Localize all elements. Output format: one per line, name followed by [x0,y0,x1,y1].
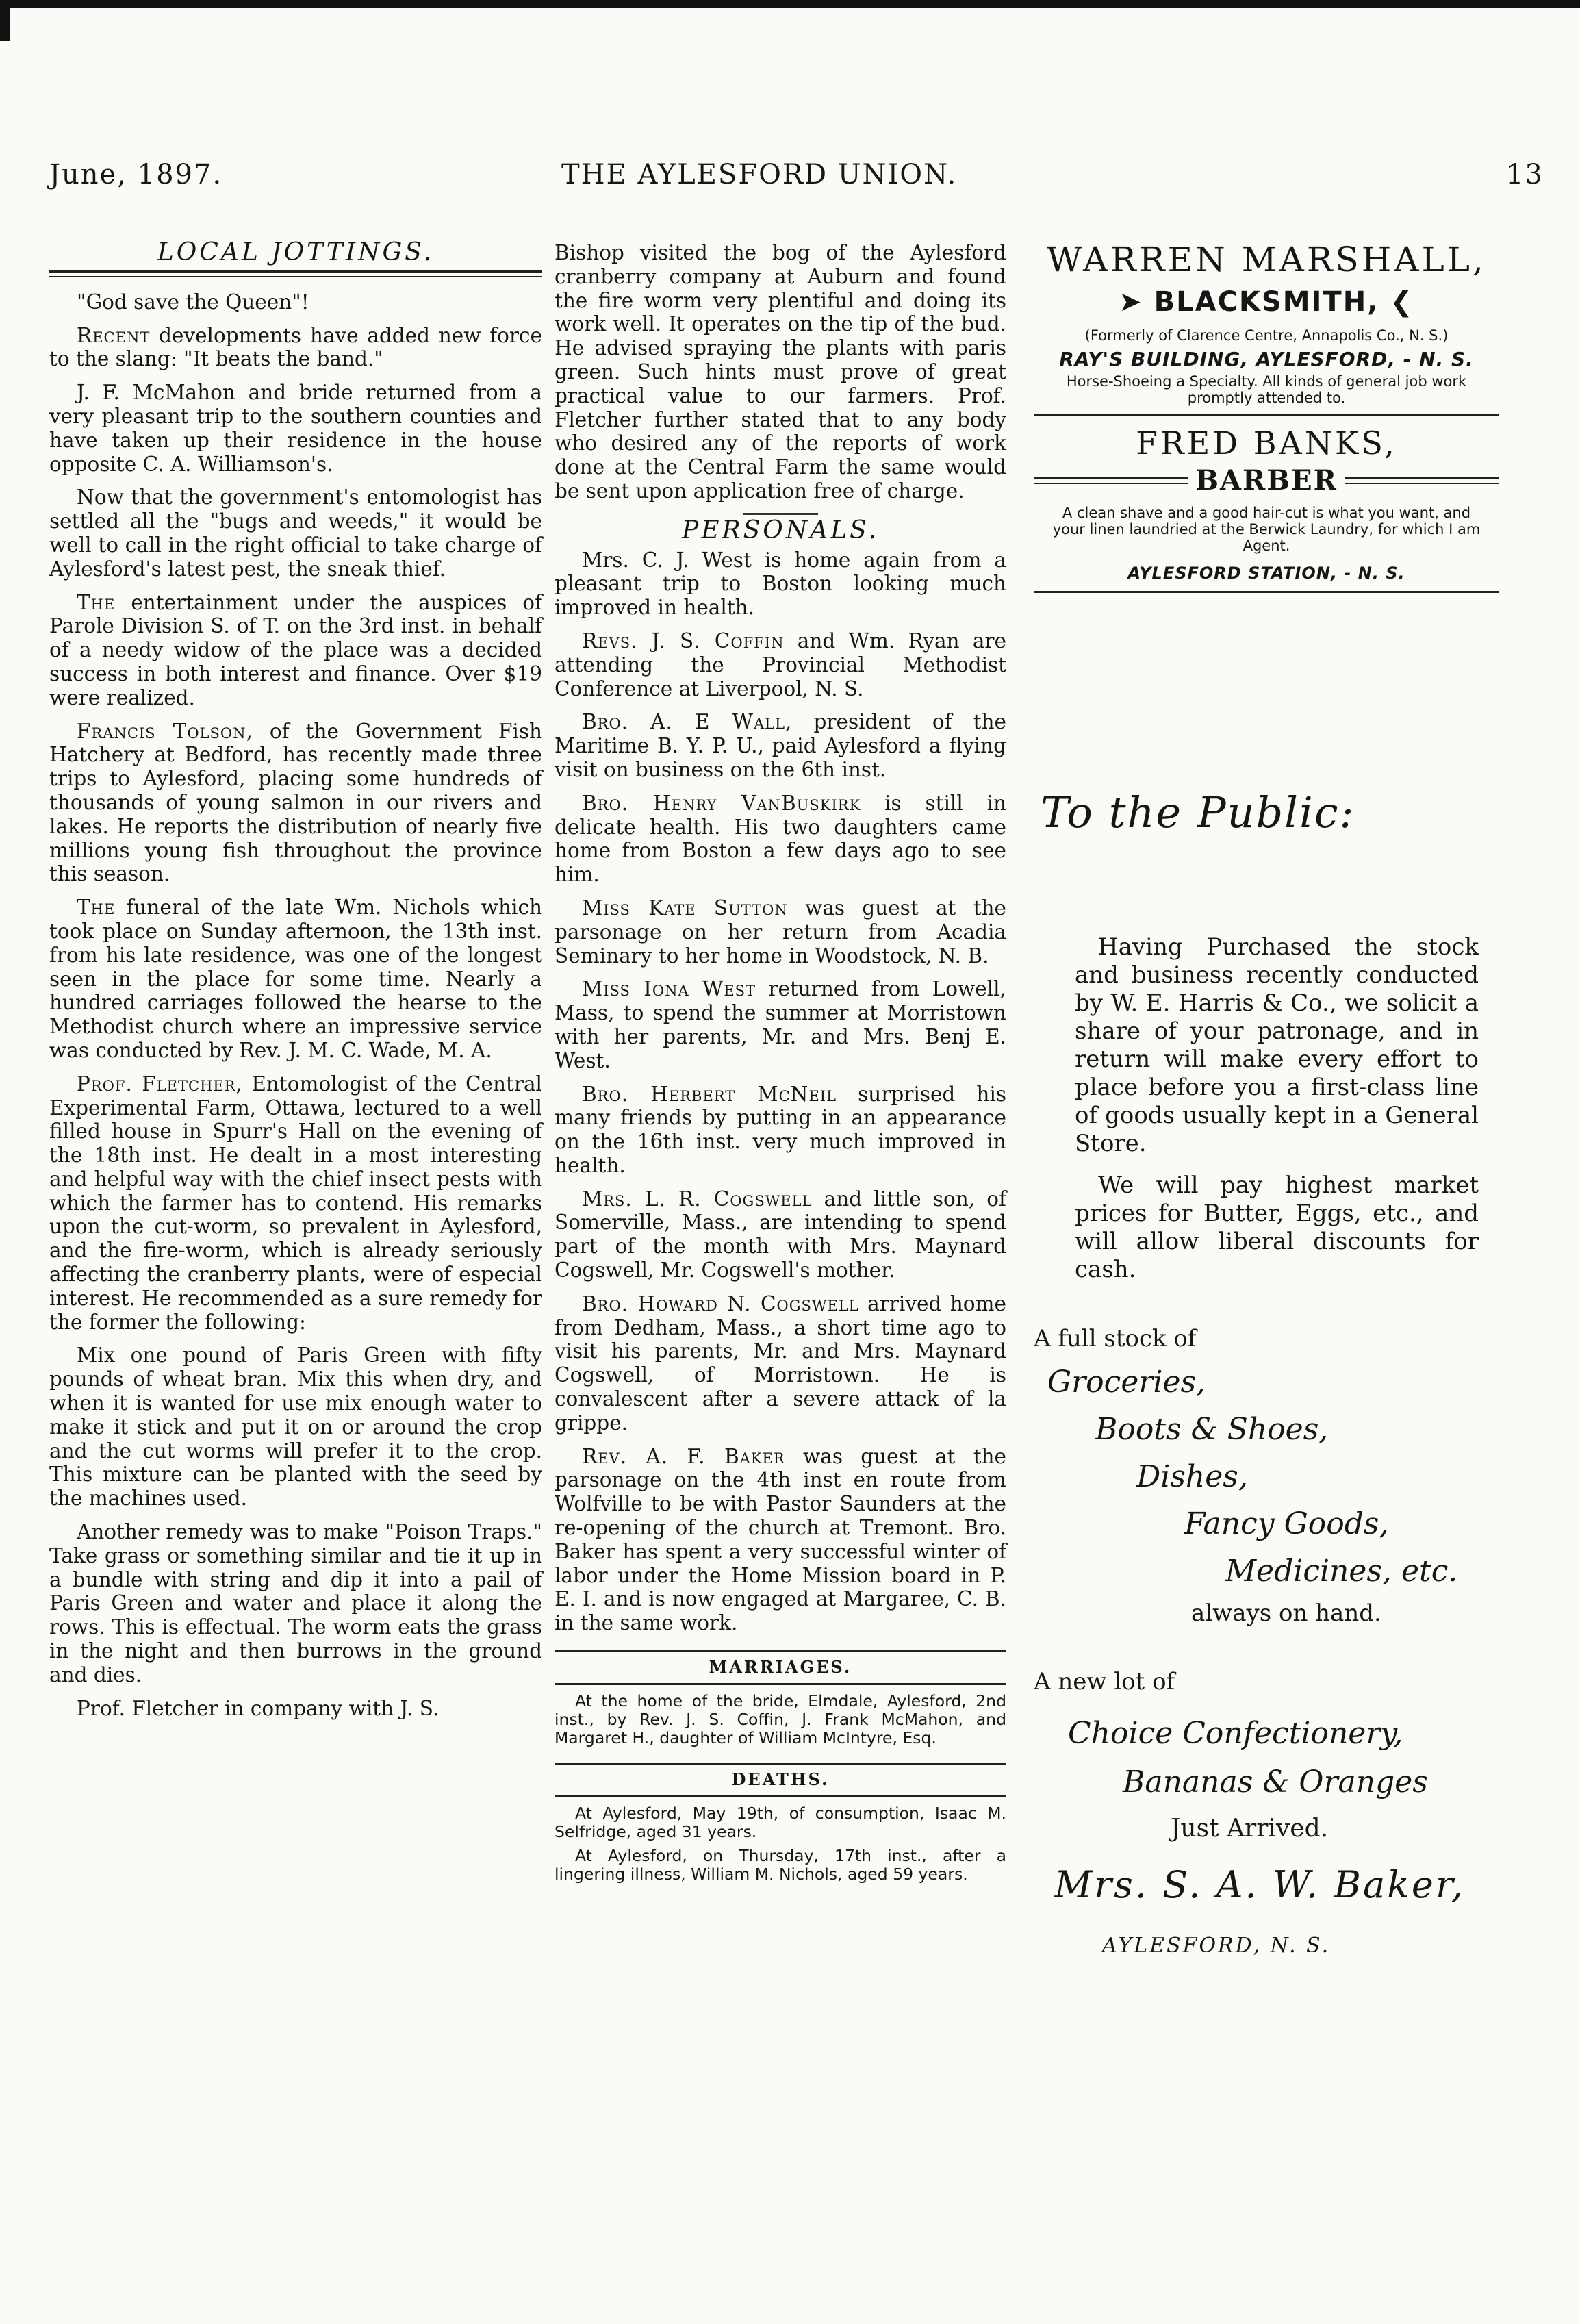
banks-note: A clean shave and a good hair-cut is what you want, and your linen laundried at the Berwick Laundry, for which I am Agent. [1052,505,1481,554]
jotting-item-text: "God save the Queen"! [77,290,309,314]
personal-item-text: and Wm. Ryan are attending the Provincial Methodist Conference at Liverpool, N. S. [555,629,1006,700]
newspaper-title: THE AYLESFORD UNION. [561,159,958,190]
column-local-jottings [49,238,542,1730]
personal-item-text: president of the Maritime B. Y. P. U., paid Aylesford a flying visit on business on the 6th inst. [555,710,1006,781]
personal-item [555,896,1006,968]
personal-item-text: surprised his many friends by putting in an appearance on the 16th inst. very much improved in health. [555,1082,1006,1177]
baker-body [1075,933,1479,1284]
ornament-right-icon: ❮ [1379,286,1414,318]
personal-item-text: and little son, of Somerville, Mass., are intending to spend part of the month with Mrs. Maynard Cogswell, Mr. Cogswell's mother. [555,1187,1006,1283]
banks-address: AYLESFORD STATION, - N. S. [1127,564,1405,583]
personal-item [555,1083,1006,1178]
barber-trade-line [1034,464,1499,496]
heading-rule [49,270,542,277]
baker-store-advertisement [1034,787,1499,1958]
local-jottings-heading: LOCAL JOTTINGS. [157,238,435,266]
personal-item-lead: Miss Iona West [582,977,756,1001]
local-jottings-list [49,290,542,1721]
death-notice: At Aylesford, on Thursday, 17th inst., after a lingering illness, William M. Nichols, aged 59 years. [555,1845,1006,1884]
jotting-item-text: Another remedy was to make "Poison Traps." Take grass or something similar and tie it up in a bundle with string and dip it into a pail of Paris Green and water and place it along the rows. This is effectual. The worm eats the grass in the night and then burrows in the ground and dies. [49,1520,542,1687]
stock-item: Groceries, [1047,1365,1206,1400]
jotting-item [49,591,542,710]
personal-item-lead: Miss Kate Sutton [582,896,788,920]
personal-item-lead: Mrs. L. R. Cogswell [582,1187,813,1211]
jotting-item-lead: Recent [77,323,151,347]
deaths-list [555,1804,1006,1884]
jotting-item-text: Now that the government's entomologist has settled all the "bugs and weeds," it would be well to call in the right official to take charge of Aylesford's latest pest, the sneak thief. [49,485,542,581]
jotting-item-text: J. F. McMahon and bride returned from a very pleasant trip to the southern counties and have taken up their residence in the house opposite C. A. Williamson's. [49,381,542,476]
personal-item-lead: Rev. A. F. Baker [582,1444,785,1468]
personal-item-text: was guest at the parsonage on the 4th inst en route from Wolfville to be with Pastor Saunders at the re-opening of the church at Tremont. Bro. Baker has spent a very successful winter of labor under the Home Mission board in P. E. I. and is now engaged at Margaree, C. B. in the same work. [555,1444,1006,1635]
banks-name: FRED BANKS, [1136,425,1397,462]
jotting-item-lead: The [77,590,116,614]
personal-item [555,977,1006,1072]
article-paragraph-text: Bishop visited the bog of the Aylesford cranberry company at Auburn and found the fire worm very plentiful and doing its work well. It operates on the tip of the bud. He advised spraying the plants with paris green. Such hints must prove of great practical value to our farmers. Prof. Fletcher further stated that to any body who desired any of the reports of work done at the Central Farm the same would be sent upon application free of charge. [555,241,1006,503]
jotting-item-lead: Francis Tolson, [77,719,253,743]
marriages-list [555,1692,1006,1747]
baker-place: AYLESFORD, N. S. [1102,1934,1331,1958]
jotting-item-lead: The [77,896,116,920]
marshall-name: WARREN MARSHALL, [1047,240,1486,279]
jotting-item-text: of the Government Fish Hatchery at Bedford, has recently made three trips to Aylesford, placing some hundreds of thousands of young salmon in our rivers and lakes. He reports the distribution of nearly five millions young fish throughout the province this season. [49,719,542,886]
jotting-item [49,896,542,1063]
jotting-item-text: Entomologist of the Central Experimental Farm, Ottawa, lectured to a well filled house in Spurr's Hall on the evening of the 18th inst. He dealt in a most interesting and helpful way with the chief insect pests with which the farmer has to contend. His remarks upon the cut-worm, so prevalent in Aylesford, and the fire-worm, which is already seriously affecting the cranberry plants, were of especial interest. He recommended as a sure remedy for the former the following: [49,1072,542,1334]
stock-item: Fancy Goods, [1184,1506,1389,1541]
personal-item [555,1292,1006,1435]
deaths-heading: DEATHS. [555,1763,1006,1797]
jotting-item-text: funeral of the late Wm. Nichols which took place on Sunday afternoon, the 13th inst. from his late residence, was one of the longest seen in the place for some time. Nearly a hundred carriages followed the hearse to the Methodist church where an impressive service was conducted by Rev. J. M. C. Wade, M. A. [49,896,542,1062]
marriages-heading: MARRIAGES. [555,1650,1006,1685]
bananas-oranges: Bananas & Oranges [1123,1765,1428,1799]
ornament-left-icon: ➤ [1119,286,1154,318]
jotting-item [49,1072,542,1335]
just-arrived: Just Arrived. [1171,1815,1329,1843]
personal-item-text: arrived home from Dedham, Mass., a short time ago to visit his parents, Mr. and Mrs. Maynard Cogswell, of Morristown. He is convalescent after a severe attack of la grippe. [555,1291,1006,1435]
personal-item [555,629,1006,700]
death-notice: At Aylesford, May 19th, of consumption, Isaac M. Selfridge, aged 31 years. [555,1803,1006,1841]
baker-paragraph-1: Having Purchased the stock and business recently conducted by W. E. Harris & Co., we solicit a share of your patronage, and in return will make every effort to place before you a first-class line of goods usually kept in a General Store. [1075,933,1479,1157]
jotting-item [49,290,542,314]
personal-item-text: is still in delicate health. His two daughters came home from Boston a few days ago to see him. [555,791,1007,887]
personal-item [555,792,1006,887]
jotting-item [49,1697,542,1721]
personal-item [555,710,1006,781]
always-on-hand: always on hand. [1191,1600,1381,1627]
column-personals [555,241,1006,1889]
to-the-public-heading: To the Public: [1041,787,1355,837]
barber-label: BARBER [1195,464,1338,496]
ad-divider-2 [1034,591,1499,593]
marshall-formerly: (Formerly of Clarence Centre, Annapolis Co., N. S.) [1084,327,1449,344]
issue-date: June, 1897. [49,159,223,190]
personal-item-lead: Bro. Henry VanBuskirk [582,791,861,815]
jotting-item-text: developments have added new force to the slang: "It beats the band." [49,323,542,371]
personals-list [555,548,1006,1635]
personal-item-text: returned from Lowell, Mass, to spend the summer at Morristown with her parents, Mr. and Mrs. Benj E. West. [555,977,1006,1072]
blacksmith-trade [1034,286,1499,318]
jotting-item-text: Prof. Fletcher in company with J. S. [77,1696,439,1720]
left-border [0,0,10,41]
jotting-item [49,324,542,372]
jotting-item [49,1343,542,1511]
stock-item: Medicines, etc. [1225,1554,1458,1589]
personal-item-lead: Revs. J. S. Coffin [582,629,785,653]
blacksmith-label: BLACKSMITH, [1154,286,1379,318]
personal-item-lead: Bro. Herbert McNeil [582,1082,837,1106]
baker-paragraph-2: We will pay highest market prices for Butter, Eggs, etc., and will allow liberal discounts for cash. [1075,1172,1479,1283]
personal-item [555,1445,1006,1635]
ad-divider [1034,414,1499,416]
jotting-item [49,720,542,887]
page-number: 13 [1506,159,1544,190]
barber-rule-right [1345,477,1499,484]
section-divider [743,513,818,515]
jotting-item-text: entertainment under the auspices of Parole Division S. of T. on the 3rd inst. in behalf of a needy widow of the place was a decided success in both interest and finance. Over $19 were realized. [49,590,542,709]
new-lot: A new lot of [1034,1668,1175,1695]
jotting-item [49,485,542,581]
personal-item [555,548,1006,620]
choice-confectionery: Choice Confectionery, [1068,1716,1403,1751]
personal-item-lead: Bro. Howard N. Cogswell [582,1291,859,1315]
personal-item-lead: Bro. A. E Wall, [582,710,793,734]
personal-item-text: Mrs. C. J. West is home again from a pleasant trip to Boston looking much improved in health. [555,548,1006,620]
jotting-item [49,381,542,476]
stock-item: Dishes, [1136,1459,1248,1494]
top-border [0,0,1580,8]
personal-item-text: was guest at the parsonage on her return from Acadia Seminary to her home in Woodstock, N. B. [555,896,1007,968]
marshall-address: RAY'S BUILDING, AYLESFORD, - N. S. [1059,348,1474,370]
marriage-notice: At the home of the bride, Elmdale, Aylesford, 2nd inst., by Rev. J. S. Coffin, J. Frank McMahon, and Margaret H., daughter of William McIntyre, Esq. [555,1691,1006,1747]
continued-article [555,241,1006,503]
column-advertisements [1034,240,1499,601]
article-paragraph [555,241,1006,503]
jotting-item-text: Mix one pound of Paris Green with fifty pounds of wheat bran. Mix this when dry, and when it is wanted for use mix enough water to make it stick and put it on or around the crop and the cut worms will prefer it to the crop. This mixture can be planted with the seed by the machines used. [49,1343,542,1511]
personal-item [555,1187,1006,1283]
jotting-item-lead: Prof. Fletcher, [77,1072,243,1096]
jotting-item [49,1520,542,1687]
stock-list [1034,1365,1499,1589]
stock-intro: A full stock of [1034,1325,1197,1352]
stock-item: Boots & Shoes, [1095,1412,1329,1447]
marshall-note: Horse-Shoeing a Specialty. All kinds of general job work promptly attended to. [1066,373,1467,406]
personals-heading: PERSONALS. [681,516,879,544]
barber-rule-left [1034,477,1188,484]
signature: Mrs. S. A. W. Baker, [1054,1863,1465,1906]
